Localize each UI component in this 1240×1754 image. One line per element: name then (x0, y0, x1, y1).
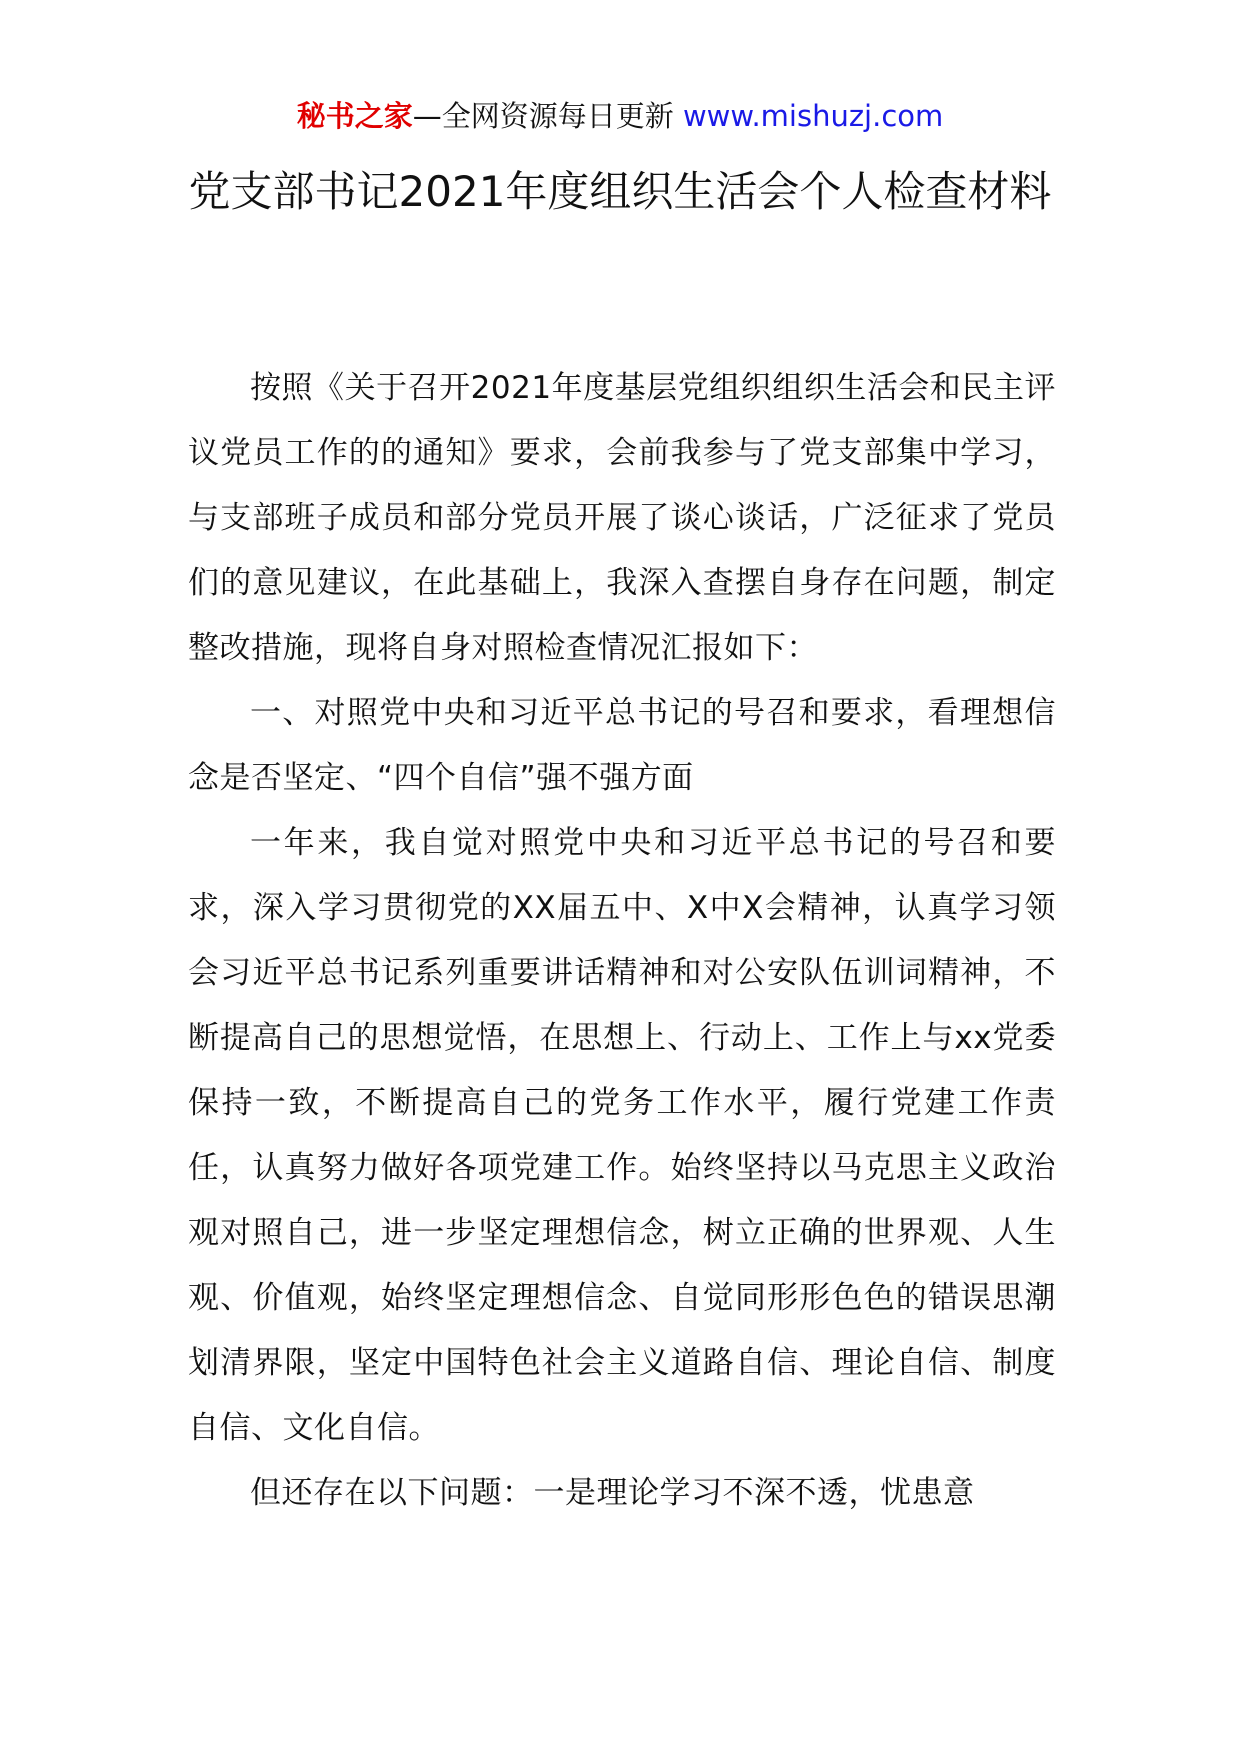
paragraph-section-1-body: 一年来，我自觉对照党中央和习近平总书记的号召和要求，深入学习贯彻党的XX届五中、X中X会精神，认真学习领会习近平总书记系列重要讲话精神和对公安队伍训词精神，不断提高自己的思想觉悟，在思想上、行动上、工作上与xx党委保持一致，不断提高自己的党务工作水平，履行党建工作责任，认真努力做好各项党建工作。始终坚持以马克思主义政治观对照自己，进一步坚定理想信念，树立正确的世界观、人生观、价值观，始终坚定理想信念、自觉同形形色色的错误思潮划清界限，坚定中国特色社会主义道路自信、理论自信、制度自信、文化自信。 (188, 825, 1056, 1446)
site-url-link[interactable]: www.mishuzj.com (682, 99, 944, 133)
site-slogan: —全网资源每日更新 (412, 99, 674, 133)
document-body (188, 356, 1056, 1526)
document-title: 党支部书记2021年度组织生活会个人检查材料 (188, 167, 1052, 216)
site-header (0, 96, 1240, 136)
paragraph-intro: 按照《关于召开2021年度基层党组织组织生活会和民主评议党员工作的的通知》要求，会前我参与了党支部集中学习，与支部班子成员和部分党员开展了谈心谈话，广泛征求了党员们的意见建议，在此基础上，我深入查摆自身存在问题，制定整改措施，现将自身对照检查情况汇报如下： (188, 370, 1056, 666)
site-brand: 秘书之家 (296, 99, 413, 133)
section-heading-1: 一、对照党中央和习近平总书记的号召和要求，看理想信念是否坚定、“四个自信”强不强方面 (188, 695, 1056, 796)
paragraph-problems: 但还存在以下问题：一是理论学习不深不透，忧患意 (250, 1475, 975, 1511)
